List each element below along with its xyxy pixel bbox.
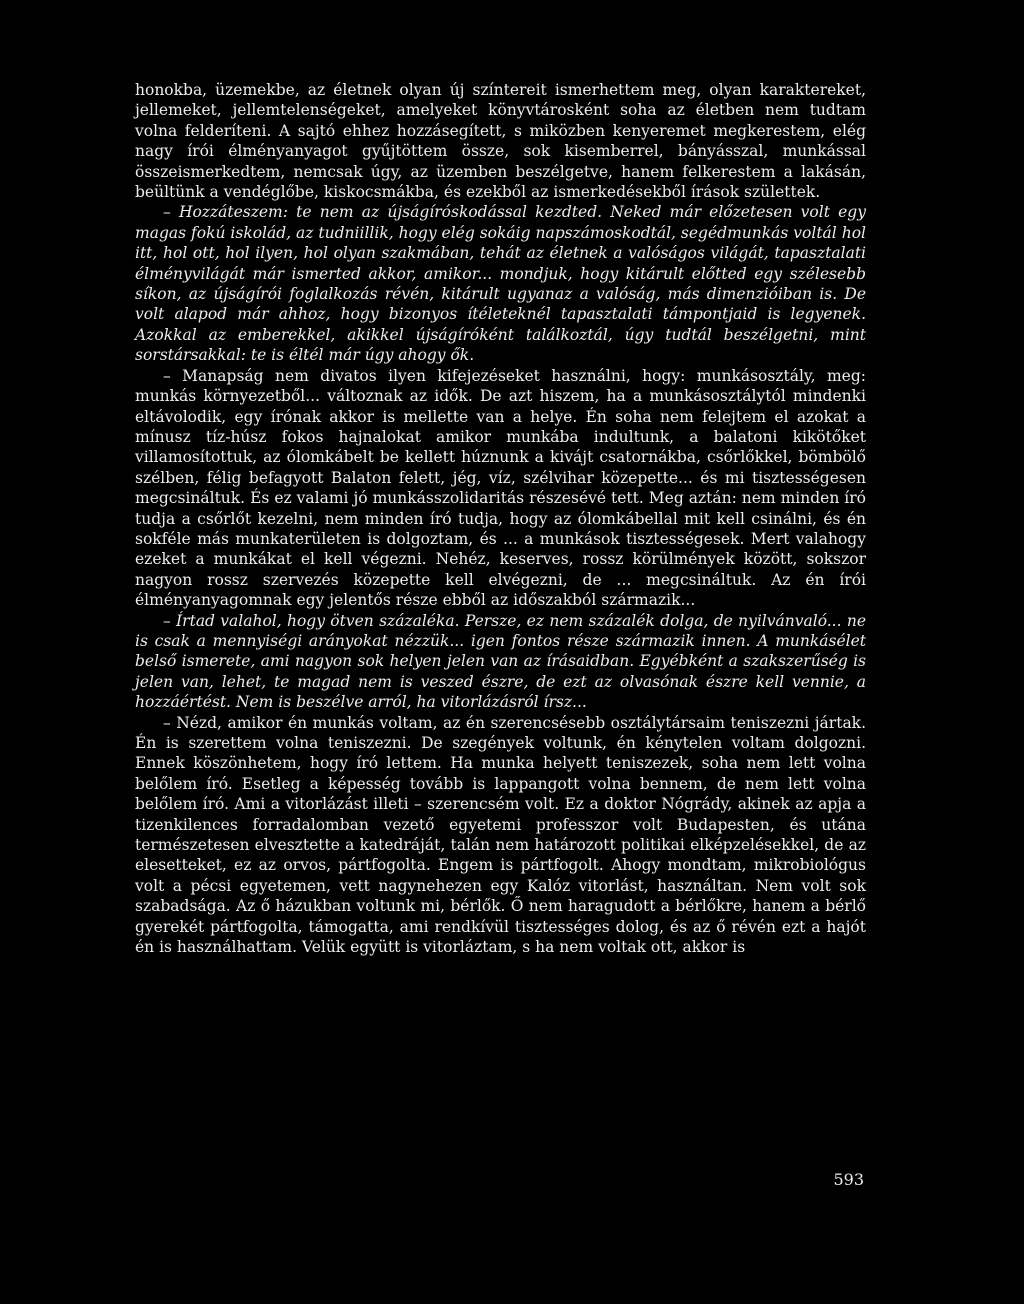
paragraph-5: – Nézd, amikor én munkás voltam, az én szerencsésebb osztálytársaim teniszezni jártak. Én is szerettem volna teniszezni. De szegények voltunk, én kénytelen voltam dolgozni. Ennek köszönhetem, hogy író lettem. Ha munka helyett teniszezek, soha nem lett volna belőlem író. Esetleg a képesség tovább is lappangott volna bennem, de nem lett volna belőlem író. Ami a vitorlázást illeti – szerencsém volt. Ez a doktor Nógrády, akinek az apja a tizenkilences forradalomban vezető egyetemi professzor volt Budapesten, és utána természetesen elvesztette a katedráját, talán nem határozott politikai elképzelésekkel, de az elesetteket, ez az orvos, pártfogolta. Engem is pártfogolt. Ahogy mondtam, mikrobiológus volt a pécsi egyetemen, vett nagynehezen egy Kalóz vitorlást, használtan. Nem volt sok szabadsága. Az ő házukban voltunk mi, bérlők. Ő nem haragudott a bérlőkre, hanem a bérlő gyerekét pártfogolta, támogatta, ami rendkívül tisztességes dolog, és az ő révén ezt a hajót én is használhattam. Velük együtt is vitorláztam, s ha nem voltak ott, akkor is	[135, 713, 866, 957]
paragraph-4: – Írtad valahol, hogy ötven százaléka. Persze, ez nem százalék dolga, de nyilvánvaló... ne is csak a mennyiségi arányokat nézzük... igen fontos része származik innen. A munkásélet belső ismerete, ami nagyon sok helyen jelen van az írásaidban. Egyébként a szakszerűség is jelen van, lehet, te magad nem is veszed észre, de ezt az olvasónak észre kell vennie, a hozzáértést. Nem is beszélve arról, ha vitorlázásról írsz...	[135, 611, 866, 712]
paragraph-1: honokba, üzemekbe, az életnek olyan új színtereit ismerhettem meg, olyan karaktereket, jellemeket, jellemtelenségeket, amelyeket könyvtárosként soha az életben nem tudtam volna felderíteni. A sajtó ehhez hozzásegített, s miközben kenyeremet megkerestem, elég nagy írói élményanyagot gyűjtöttem össze, sok kisemberrel, bányásszal, munkással összeismerkedtem, nemcsak úgy, az üzemben beszélgetve, hanem felkerestem a lakásán, beültünk a vendéglőbe, kiskocsmákba, és ezekből az ismerkedésekből írások születtek.	[135, 81, 866, 202]
page-body-text	[135, 80, 866, 957]
page-number: 593	[833, 1170, 864, 1189]
paragraph-2: – Hozzáteszem: te nem az újságíróskodással kezdted. Neked már előzetesen volt egy magas fokú iskolád, az tudniillik, hogy elég sokáig napszámoskodtál, segédmunkás voltál hol itt, hol ott, hol ilyen, hol olyan szakmában, tehát az életnek a valóságos világát, tapasztalati élményvilágát már ismerted akkor, amikor... mondjuk, hogy kitárult előtted egy szélesebb síkon, az újságírói foglalkozás révén, kitárult ugyanaz a valóság, más dimenzióiban is. De volt alapod már ahhoz, hogy bizonyos ítéleteknél tapasztalati támpontjaid is legyenek. Azokkal az emberekkel, akikkel újságíróként találkoztál, úgy tudtál beszélgetni, mint sorstársakkal: te is éltél már úgy ahogy ők.	[135, 203, 866, 365]
paragraph-3: – Manapság nem divatos ilyen kifejezéseket használni, hogy: munkásosztály, meg: munkás környezetből... változnak az idők. De azt hiszem, ha a munkásosztálytól mindenki eltávolodik, egy írónak akkor is mellette van a helye. Én soha nem felejtem el azokat a mínusz tíz-húsz fokos hajnalokat amikor munkába indultunk, a balatoni kikötőket villamosítottuk, az ólomkábelt be kellett húznunk a kivájt csatornákba, csőrlőkkel, bömbölő szélben, félig befagyott Balaton felett, jég, víz, szélvihar közepette... és mi tisztességesen megcsináltuk. És ez valami jó munkásszolidaritás részesévé tett. Meg aztán: nem minden író tudja a csőrlőt kezelni, nem minden író tudja, hogy az ólomkábellal mit kell csinálni, és én sokféle más munkaterületen is dolgoztam, és ... a munkások tisztességesek. Mert valahogy ezeket a munkákat el kell végezni. Nehéz, keserves, rossz körülmények között, sokszor nagyon rossz szervezés közepette kell elvégezni, de ... megcsináltuk. Az én írói élményanyagomnak egy jelentős része ebből az időszakból származik...	[135, 366, 866, 610]
